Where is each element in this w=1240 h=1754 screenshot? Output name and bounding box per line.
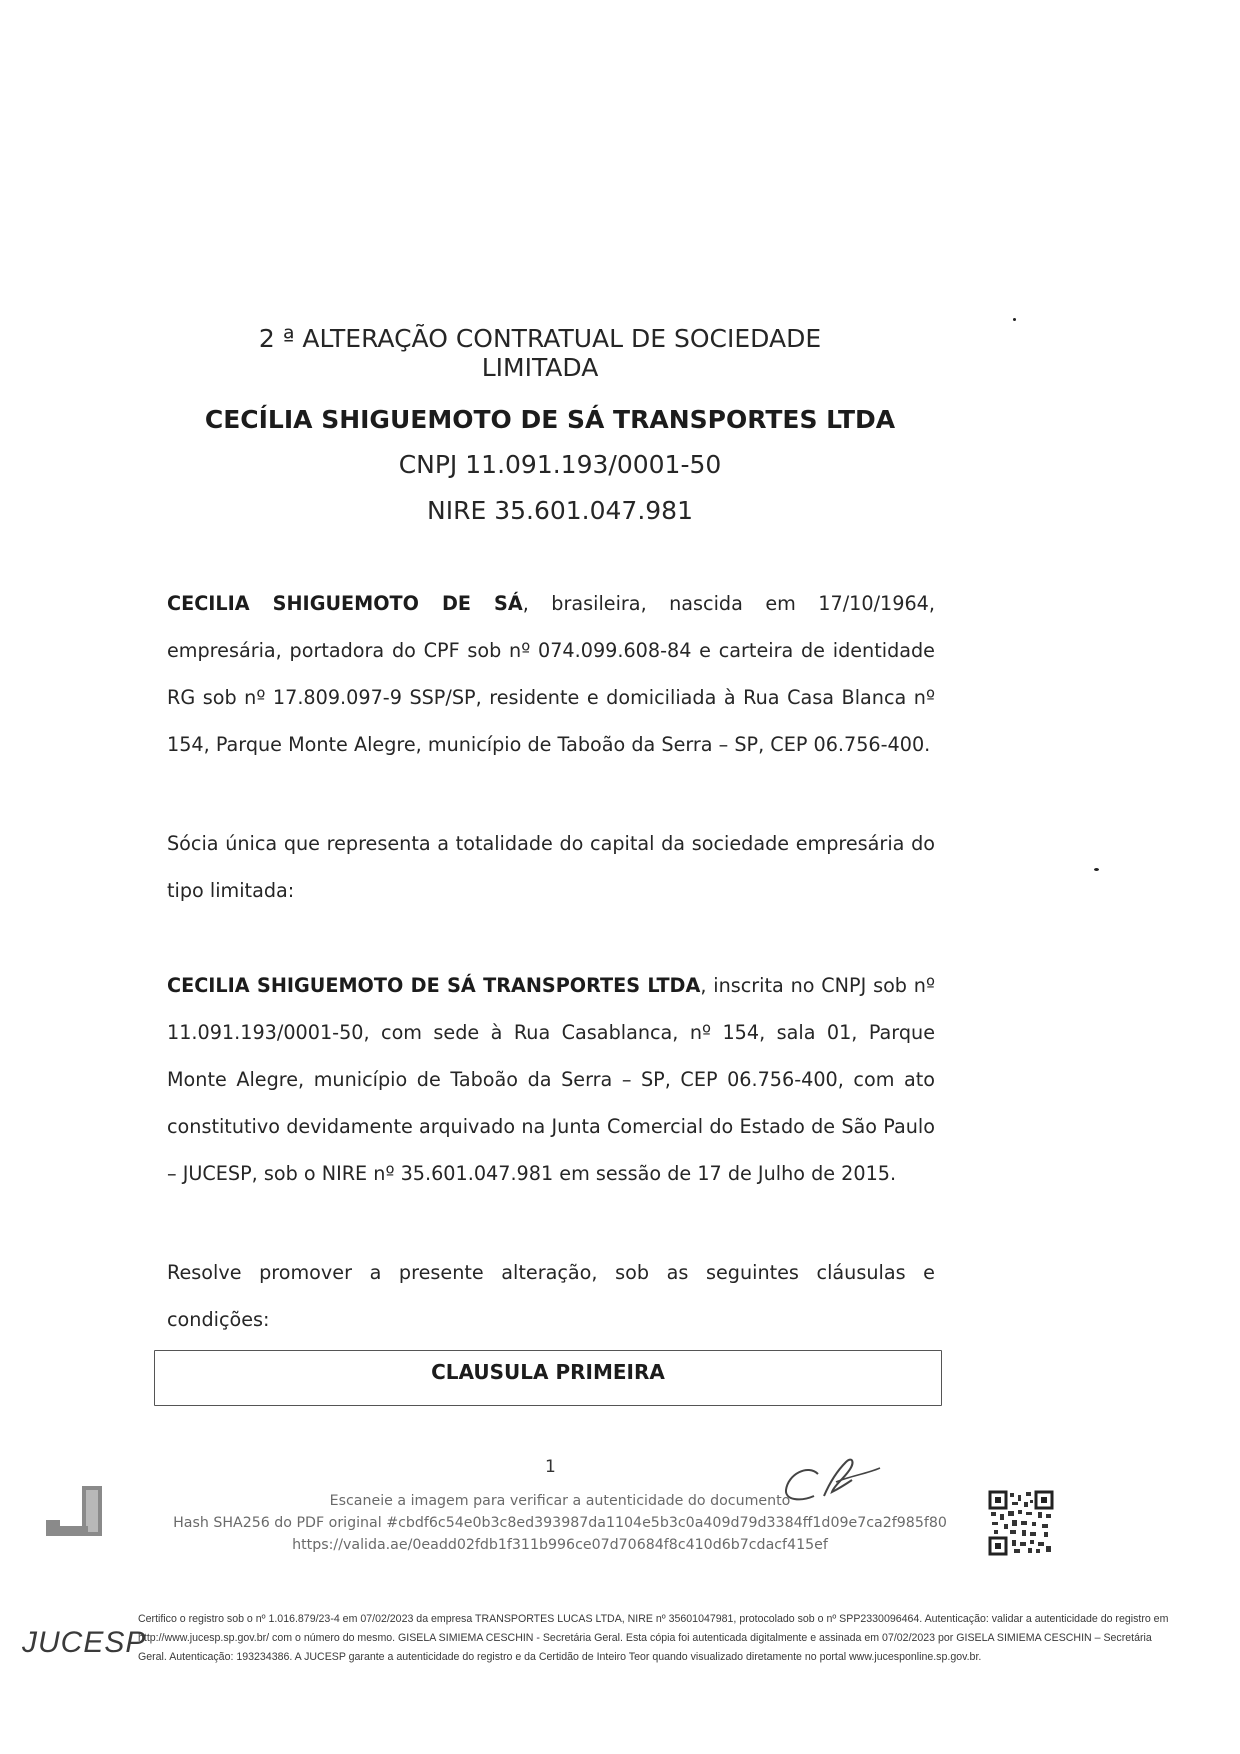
clause-heading-box bbox=[154, 1350, 942, 1406]
document-title: 2 ª ALTERAÇÃO CONTRATUAL DE SOCIEDADE LIMITADA bbox=[258, 324, 822, 382]
resolution-paragraph: Resolve promover a presente alteração, sob as seguintes cláusulas e condições: bbox=[167, 1261, 935, 1331]
company-nire: NIRE 35.601.047.981 bbox=[427, 496, 693, 525]
company-name: CECÍLIA SHIGUEMOTO DE SÁ TRANSPORTES LTDA bbox=[204, 405, 896, 434]
scan-speck bbox=[1094, 868, 1099, 871]
sole-partner-paragraph: Sócia única que representa a totalidade do capital da sociedade empresária do tipo limitada: bbox=[167, 832, 935, 902]
jucesp-certification-text: Certifico o registro sob o nº 1.016.879/23-4 em 07/02/2023 da empresa TRANSPORTES LUCAS LTDA, NIRE nº 35601047981, protocolado sob o nº SPP2330096464. Autenticação: validar a autenticidade do registro em http://www.jucesp.sp.gov.br/ com o número do mesmo. GISELA SIMIEMA CESCHIN - Secretária Geral. Esta cópia foi autenticada digitalmente e assinada em 07/02/2023 por GISELA SIMIEMA CESCHIN – Secretária Geral. Autenticação: 193234386. A JUCESP garante a autenticidade do registro e da Certidão de Inteiro Teor quando visualizado diretamente no portal www.jucesponline.sp.gov.br. bbox=[138, 1613, 1169, 1663]
page-number: 1 bbox=[545, 1457, 556, 1477]
verification-block bbox=[160, 1490, 960, 1556]
validation-url[interactable]: https://valida.ae/0eadd02fdb1f311b996ce07d70684f8c410d6b7cdacf415ef bbox=[292, 1537, 828, 1553]
company-details: , inscrita no CNPJ sob nº 11.091.193/0001-50, com sede à Rua Casablanca, nº 154, sala 01, Parque Monte Alegre, município de Taboão da Serra – SP, CEP 06.756-400, com ato constitutivo devidamente arquivado na Junta Comercial do Estado de São Paulo – JUCESP, sob o NIRE nº 35.601.047.981 em sessão de 17 de Julho de 2015. bbox=[167, 974, 935, 1185]
company-cnpj: CNPJ 11.091.193/0001-50 bbox=[398, 450, 722, 479]
partner-qualification-paragraph bbox=[167, 580, 935, 768]
partner-name: CECILIA SHIGUEMOTO DE SÁ bbox=[167, 592, 523, 615]
qr-code-icon[interactable] bbox=[988, 1490, 1054, 1560]
partner-details: , brasileira, nascida em 17/10/1964, empresária, portadora do CPF sob nº 074.099.608-84 e carteira de identidade RG sob nº 17.809.097-9 SSP/SP, residente e domiciliada à Rua Casa Blanca nº 154, Parque Monte Alegre, município de Taboão da Serra – SP, CEP 06.756-400. bbox=[167, 592, 935, 756]
clause-heading: CLAUSULA PRIMEIRA bbox=[431, 1360, 665, 1384]
jucesp-j-logo-icon bbox=[40, 1484, 112, 1544]
verification-instruction: Escaneie a imagem para verificar a autenticidade do documento bbox=[329, 1493, 791, 1509]
jucesp-label: JUCESP bbox=[22, 1626, 147, 1659]
scan-speck bbox=[1013, 318, 1016, 321]
hash-sha256: Hash SHA256 do PDF original #cbdf6c54e0b3c8ed393987da1104e5b3c0a409d79d3384ff1d09e7ca2f985f80 bbox=[173, 1515, 947, 1531]
company-name-inline: CECILIA SHIGUEMOTO DE SÁ TRANSPORTES LTDA bbox=[167, 974, 701, 997]
company-qualification-paragraph bbox=[167, 962, 935, 1197]
